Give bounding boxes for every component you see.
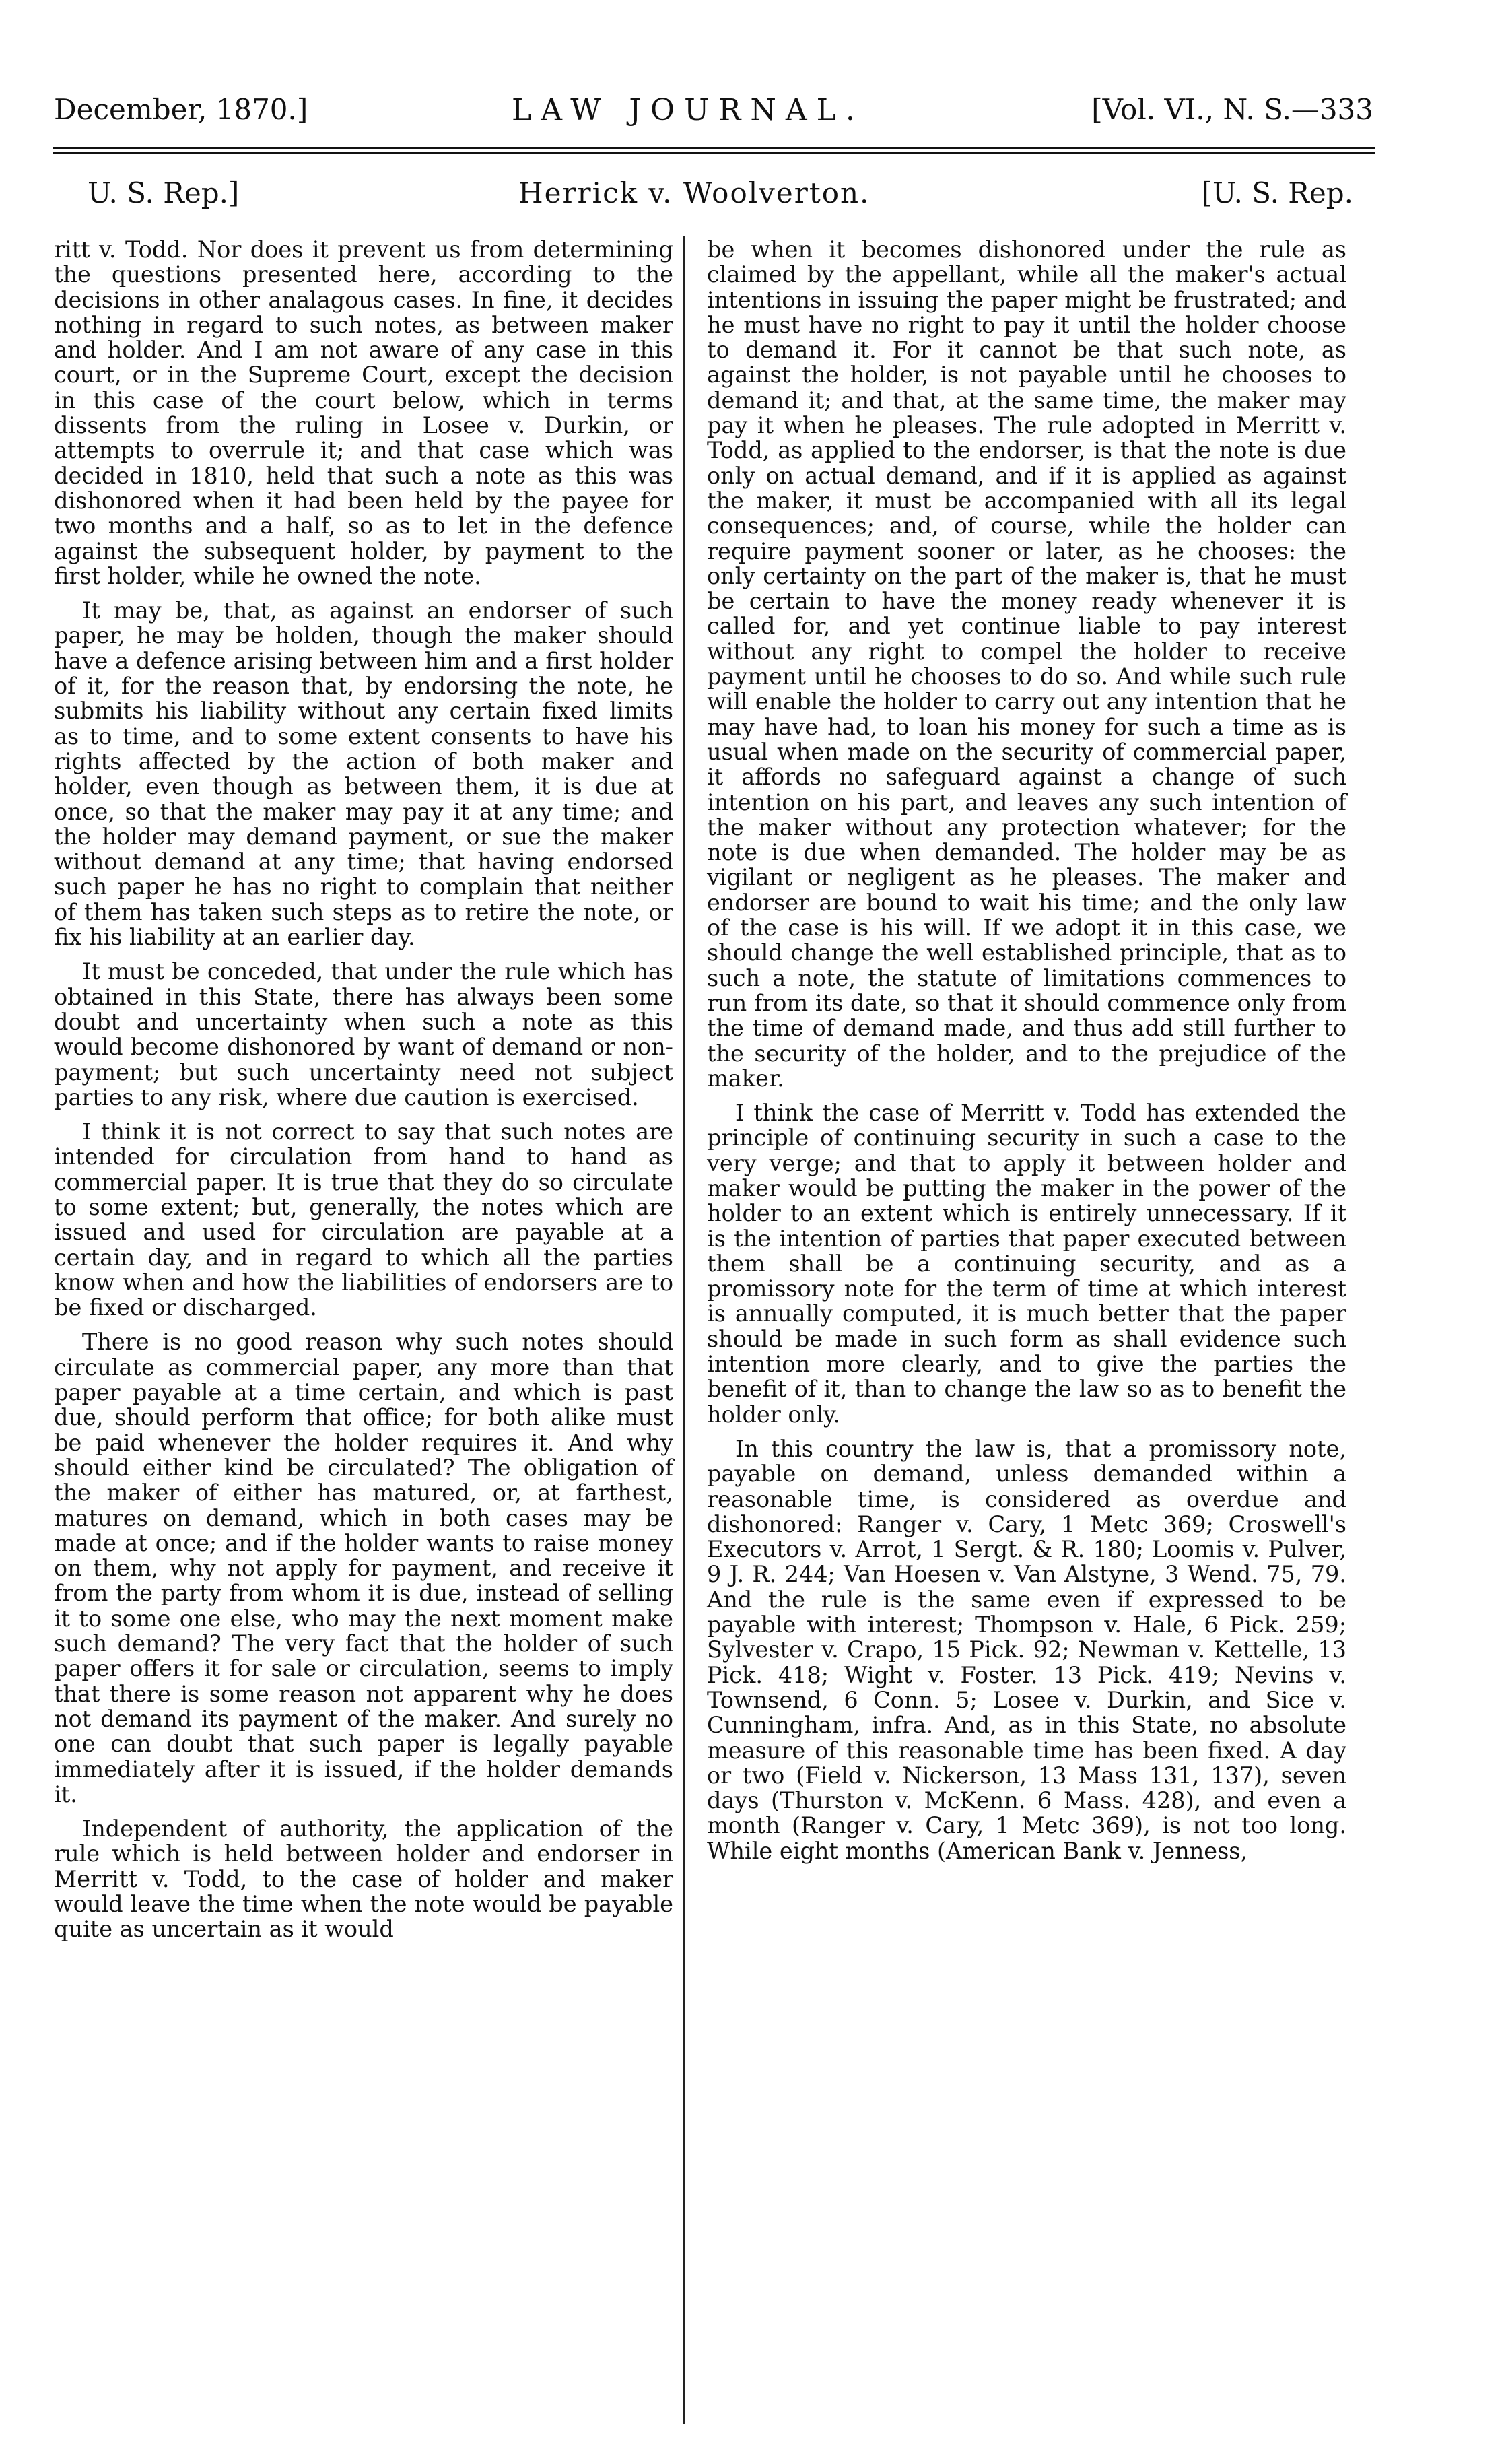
column-divider: [683, 236, 685, 2424]
left-column: [54, 237, 673, 1952]
case-title: Herrick v. Woolverton.: [518, 176, 870, 209]
report-label-left: U. S. Rep.]: [88, 176, 240, 209]
issue-date: December, 1870.]: [54, 93, 308, 126]
paragraph: Independent of authority, the application of the rule which is held between holder and endorser in Merritt v. Todd, to the case of holder and maker would leave the time when the note would be payable quite as uncertain as it would: [54, 1816, 673, 1943]
journal-title: LAW JOURNAL.: [512, 93, 864, 127]
paragraph: be when it becomes dishonored under the rule as claimed by the appellant, while all the maker's actual intentions in issuing the paper might be frustrated; and he must have no right to pay it until the holder choose to demand it. For it cannot be that such note, as against the holder, is not payable until he chooses to demand it; and that, at the same time, the maker may pay it when he pleases. The rule adopted in Merritt v. Todd, as applied to the endorser, is that the note is due only on actual demand, and if it is applied as against the maker, it must be accompanied with all its legal consequences; and, of course, while the holder can require payment sooner or later, as he chooses: the only certainty on the part of the maker is, that he must be certain to have the money ready whenever it is called for, and yet continue liable to pay interest without any right to compel the holder to receive payment until he chooses to do so. And while such rule will enable the holder to carry out any intention that he may have had, to loan his money for such a time as is usual when made on the security of commercial paper, it affords no safeguard against a change of such intention on his part, and leaves any such intention of the maker without any protection whatever; for the note is due when demanded. The holder may be as vigilant or negligent as he pleases. The maker and endorser are bound to wait his time; and the only law of the case is his will. If we adopt it in this case, we should change the well established principle, that as to such a note, the statute of limitations commences to run from its date, so that it should commence only from the time of demand made, and thus add still further to the security of the holder, and to the prejudice of the maker.: [707, 236, 1346, 1092]
paragraph: There is no good reason why such notes should circulate as commercial paper, any more than that paper payable at a time certain, and which is past due, should perform that office; for both alike must be paid whenever the holder requires it. And why should either kind be circulated? The obligation of the maker of either has matured, or, at farthest, matures on demand, which in both cases may be made at once; and if the holder wants to raise money on them, why not apply for payment, and receive it from the party from whom it is due, instead of selling it to some one else, who may the next moment make such demand? The very fact that the holder of such paper offers it for sale or circulation, seems to imply that there is some reason not apparent why he does not demand its payment of the maker. And surely no one can doubt that such paper is legally payable immediately after it is issued, if the holder demands it.: [54, 1329, 673, 1807]
paragraph: It may be, that, as against an endorser of such paper, he may be holden, though the maker should have a defence arising between him and a first holder of it, for the reason that, by endorsing the note, he submits his liability without any certain fixed limits as to time, and to some extent consents to have his rights affected by the action of both maker and holder, even though as between them, it is due at once, so that the maker may pay it at any time; and the holder may demand payment, or sue the maker without demand at any time; that having endorsed such paper he has no right to complain that neither of them has taken such steps as to retire the note, or fix his liability at an earlier day.: [54, 597, 673, 951]
paragraph: I think it is not correct to say that such notes are intended for circulation from hand to hand as commercial paper. It is true that they do so circulate to some extent; but, generally, the notes which are issued and used for circulation are payable at a certain day, and in regard to which all the parties know when and how the liabilities of endorsers are to be fixed or discharged.: [54, 1119, 673, 1321]
paragraph: ritt v. Todd. Nor does it prevent us from determining the questions presented here, according to the decisions in other analagous cases. In fine, it decides nothing in regard to such notes, as between maker and holder. And I am not aware of any case in this court, or in the Supreme Court, except the decision in this case of the court below, which in terms dissents from the ruling in Losee v. Durkin, or attempts to overrule it; and that case which was decided in 1810, held that such a note as this was dishonored when it had been held by the payee for two months and a half, so as to let in the defence against the subsequent holder, by payment to the first holder, while he owned the note.: [54, 236, 673, 589]
volume-page: [Vol. VI., N. S.—333: [1091, 93, 1373, 126]
header-rule-thin: [53, 152, 1375, 154]
report-label-right: [U. S. Rep.: [1201, 176, 1353, 209]
case-header: [54, 176, 1373, 224]
paragraph: I think the case of Merritt v. Todd has extended the principle of continuing security in such a case to the very verge; and that to apply it between holder and maker would be putting the maker in the power of the holder to an extent which is entirely unnecessary. If it is the intention of parties that paper executed between them shall be a continuing security, and as a promissory note for the term of time at which interest is annually computed, it is much better that the paper should be made in such form as shall evidence such intention more clearly, and to give the parties the benefit of it, than to change the law so as to benefit the holder only.: [707, 1100, 1346, 1428]
header-rule: [53, 147, 1375, 149]
paragraph: It must be conceded, that under the rule which has obtained in this State, there has always been some doubt and uncertainty when such a note as this would become dishonored by want of demand or non-payment; but such uncertainty need not subject parties to any risk, where due caution is exercised.: [54, 958, 673, 1110]
running-header: [54, 93, 1373, 141]
right-column: [707, 237, 1346, 1873]
paragraph: In this country the law is, that a promissory note, payable on demand, unless demanded within a reasonable time, is considered as overdue and dishonored: Ranger v. Cary, 1 Metc 369; Croswell's Executors v. Arrot, 1 Sergt. & R. 180; Loomis v. Pulver, 9 J. R. 244; Van Hoesen v. Van Alstyne, 3 Wend. 75, 79. And the rule is the same even if expressed to be payable with interest; Thompson v. Hale, 6 Pick. 259; Sylvester v. Crapo, 15 Pick. 92; Newman v. Kettelle, 13 Pick. 418; Wight v. Foster. 13 Pick. 419; Nevins v. Townsend, 6 Conn. 5; Losee v. Durkin, and Sice v. Cunningham, infra. And, as in this State, no absolute measure of this reasonable time has been fixed. A day or two (Field v. Nickerson, 13 Mass 131, 137), seven days (Thurston v. McKenn. 6 Mass. 428), and even a month (Ranger v. Cary, 1 Metc 369), is not too long. While eight months (American Bank v. Jenness,: [707, 1435, 1346, 1864]
